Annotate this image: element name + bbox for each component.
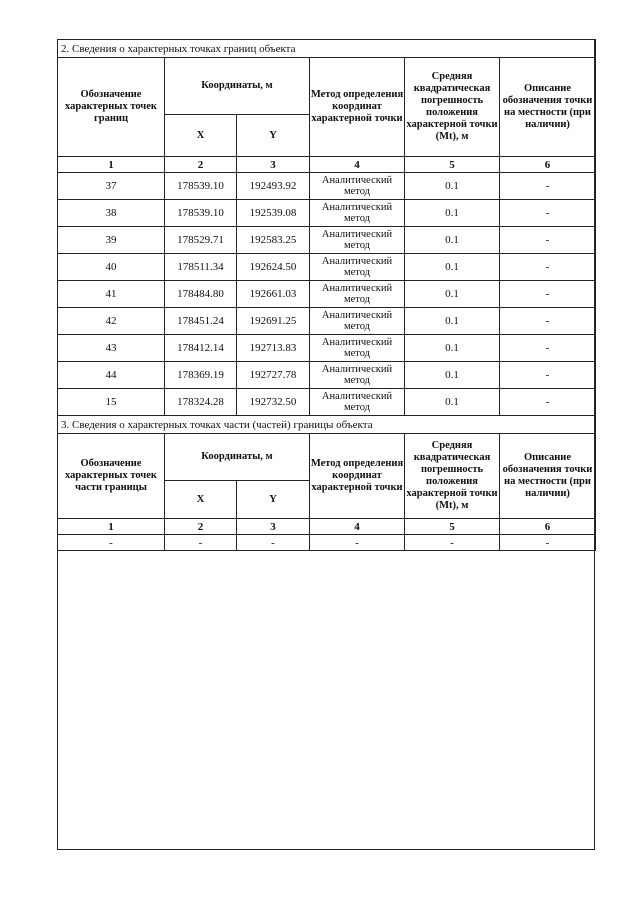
header-accuracy: Средняя квадратическая погрешность положения характерной точки (Mt), м [405, 434, 500, 519]
accuracy-cell: 0.1 [405, 281, 500, 308]
table-row [58, 200, 596, 227]
coord-x: 178369.19 [165, 362, 237, 389]
accuracy-cell: - [405, 535, 500, 551]
section3-colnum-row [58, 519, 596, 535]
method-cell: Аналитический метод [310, 173, 405, 200]
method-cell: - [310, 535, 405, 551]
method-cell: Аналитический метод [310, 227, 405, 254]
colnum: 2 [165, 157, 237, 173]
coord-y: 192583.25 [237, 227, 310, 254]
coord-y: 192732.50 [237, 389, 310, 416]
coord-y: 192713.83 [237, 335, 310, 362]
coord-y: - [237, 535, 310, 551]
header-description: Описание обозначения точки на местности (при наличии) [500, 58, 596, 157]
point-number: 43 [58, 335, 165, 362]
coord-x: - [165, 535, 237, 551]
section2-header-row [58, 58, 596, 115]
description-cell: - [500, 200, 596, 227]
colnum: 3 [237, 157, 310, 173]
table-row [58, 173, 596, 200]
table-row [58, 227, 596, 254]
description-cell: - [500, 308, 596, 335]
accuracy-cell: 0.1 [405, 227, 500, 254]
header-description: Описание обозначения точки на местности (при наличии) [500, 434, 596, 519]
description-cell: - [500, 335, 596, 362]
point-number: 39 [58, 227, 165, 254]
method-cell: Аналитический метод [310, 254, 405, 281]
header-method: Метод определения координат характерной точки [310, 434, 405, 519]
header-y: Y [237, 115, 310, 157]
coord-x: 178412.14 [165, 335, 237, 362]
section2-colnum-row [58, 157, 596, 173]
header-x: X [165, 481, 237, 519]
table-row [58, 281, 596, 308]
section3-title: 3. Сведения о характерных точках части (частей) границы объекта [58, 416, 596, 434]
table-row [58, 362, 596, 389]
point-number: 44 [58, 362, 165, 389]
coord-y: 192624.50 [237, 254, 310, 281]
point-number: - [58, 535, 165, 551]
coord-x: 178484.80 [165, 281, 237, 308]
method-cell: Аналитический метод [310, 362, 405, 389]
accuracy-cell: 0.1 [405, 362, 500, 389]
colnum: 4 [310, 519, 405, 535]
colnum: 3 [237, 519, 310, 535]
section3-title-row [58, 416, 596, 434]
colnum: 1 [58, 519, 165, 535]
colnum: 5 [405, 157, 500, 173]
colnum: 1 [58, 157, 165, 173]
description-cell: - [500, 281, 596, 308]
coord-y: 192539.08 [237, 200, 310, 227]
table-row [58, 254, 596, 281]
method-cell: Аналитический метод [310, 281, 405, 308]
colnum: 4 [310, 157, 405, 173]
method-cell: Аналитический метод [310, 200, 405, 227]
accuracy-cell: 0.1 [405, 335, 500, 362]
header-x: X [165, 115, 237, 157]
header-coords: Координаты, м [165, 58, 310, 115]
coord-x: 178539.10 [165, 173, 237, 200]
table-row [58, 389, 596, 416]
header-method: Метод определения координат характерной точки [310, 58, 405, 157]
description-cell: - [500, 227, 596, 254]
section3-header-row [58, 434, 596, 481]
description-cell: - [500, 362, 596, 389]
description-cell: - [500, 535, 596, 551]
header-designation: Обозначение характерных точек границ [58, 58, 165, 157]
table-row [58, 335, 596, 362]
header-accuracy: Средняя квадратическая погрешность положения характерной точки (Mt), м [405, 58, 500, 157]
accuracy-cell: 0.1 [405, 308, 500, 335]
accuracy-cell: 0.1 [405, 254, 500, 281]
coord-x: 178451.24 [165, 308, 237, 335]
method-cell: Аналитический метод [310, 389, 405, 416]
point-number: 40 [58, 254, 165, 281]
point-number: 41 [58, 281, 165, 308]
section2-title: 2. Сведения о характерных точках границ объекта [58, 40, 596, 58]
coord-x: 178529.71 [165, 227, 237, 254]
accuracy-cell: 0.1 [405, 389, 500, 416]
colnum: 6 [500, 157, 596, 173]
table-row [58, 308, 596, 335]
method-cell: Аналитический метод [310, 308, 405, 335]
document-frame [57, 39, 595, 850]
description-cell: - [500, 254, 596, 281]
table-row [58, 535, 596, 551]
coord-x: 178511.34 [165, 254, 237, 281]
point-number: 37 [58, 173, 165, 200]
coord-y: 192691.25 [237, 308, 310, 335]
point-number: 15 [58, 389, 165, 416]
section2-title-row [58, 40, 596, 58]
coord-x: 178324.28 [165, 389, 237, 416]
header-y: Y [237, 481, 310, 519]
colnum: 6 [500, 519, 596, 535]
points-table [57, 39, 596, 551]
point-number: 38 [58, 200, 165, 227]
coord-y: 192661.03 [237, 281, 310, 308]
point-number: 42 [58, 308, 165, 335]
colnum: 2 [165, 519, 237, 535]
description-cell: - [500, 173, 596, 200]
header-designation: Обозначение характерных точек части границы [58, 434, 165, 519]
coord-x: 178539.10 [165, 200, 237, 227]
header-coords: Координаты, м [165, 434, 310, 481]
accuracy-cell: 0.1 [405, 173, 500, 200]
method-cell: Аналитический метод [310, 335, 405, 362]
colnum: 5 [405, 519, 500, 535]
accuracy-cell: 0.1 [405, 200, 500, 227]
coord-y: 192727.78 [237, 362, 310, 389]
description-cell: - [500, 389, 596, 416]
coord-y: 192493.92 [237, 173, 310, 200]
